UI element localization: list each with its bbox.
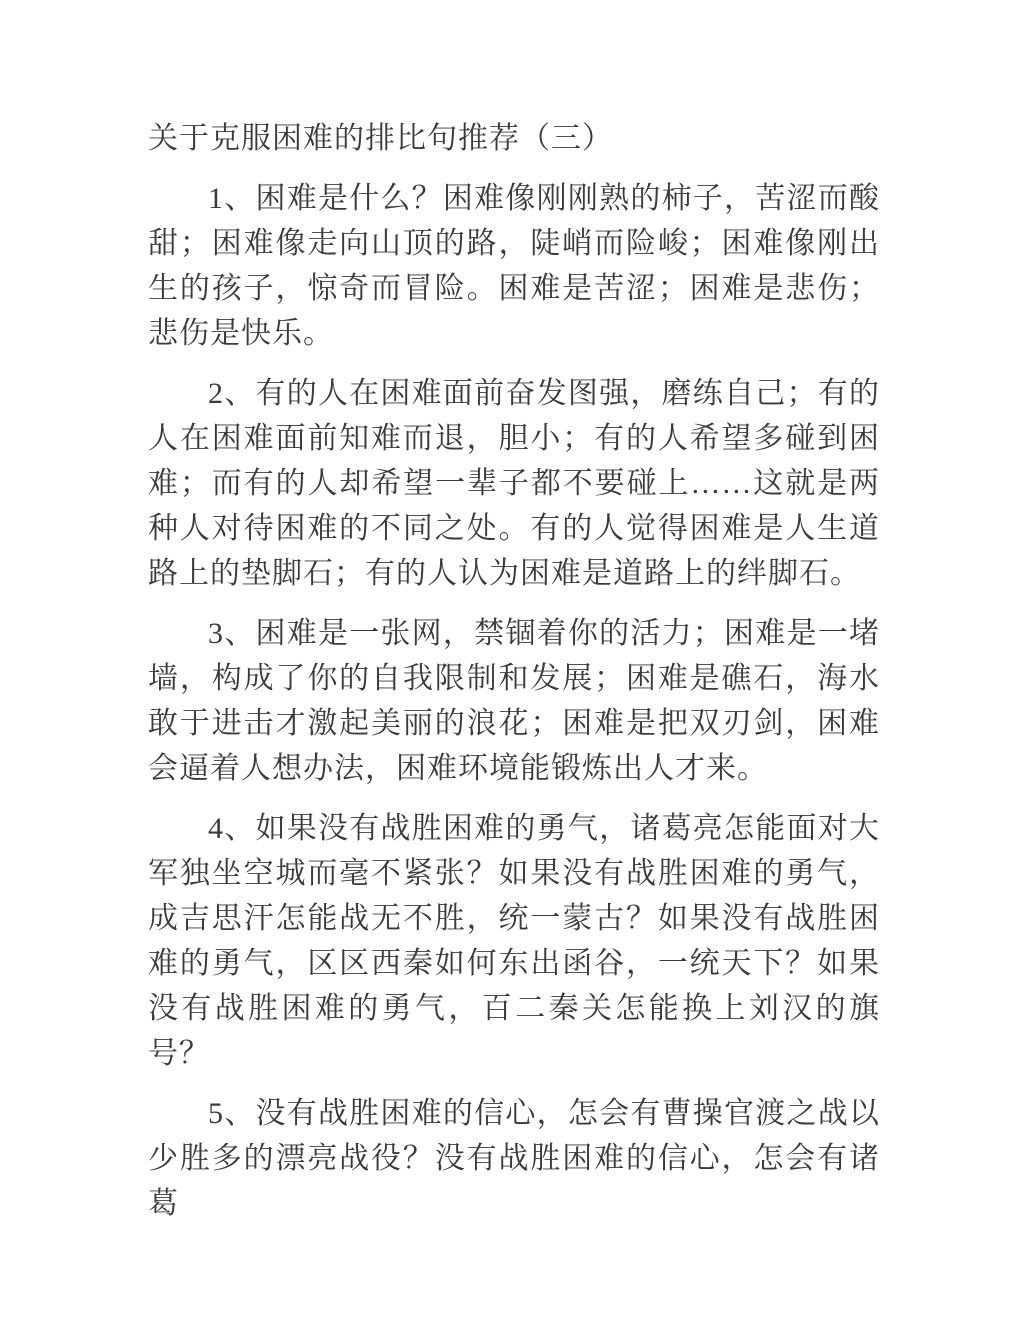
paragraph-3: 3、困难是一张网，禁锢着你的活力；困难是一堵墙，构成了你的自我限制和发展；困难是礁石，海水敢于进击才激起美丽的浪花；困难是把双刃剑，困难会逼着人想办法，困难环境能锻炼出人才来。 [148,617,880,785]
paragraph-5: 5、没有战胜困难的信心，怎会有曹操官渡之战以少胜多的漂亮战役？没有战胜困难的信心，怎会有诸葛 [148,1097,880,1220]
paragraph-1: 1、困难是什么？困难像刚刚熟的柿子，苦涩而酸甜；困难像走向山顶的路，陡峭而险峻；困难像刚出生的孩子，惊奇而冒险。困难是苦涩；困难是悲伤；悲伤是快乐。 [148,182,880,350]
paragraph-4: 4、如果没有战胜困难的勇气，诸葛亮怎能面对大军独坐空城而毫不紧张？如果没有战胜困难的勇气，成吉思汗怎能战无不胜，统一蒙古？如果没有战胜困难的勇气，区区西秦如何东出函谷，一统天下？如果没有战胜困难的勇气，百二秦关怎能换上刘汉的旗号？ [148,812,880,1070]
paragraph-2: 2、有的人在困难面前奋发图强，磨练自己；有的人在困难面前知难而退，胆小；有的人希望多碰到困难；而有的人却希望一辈子都不要碰上……这就是两种人对待困难的不同之处。有的人觉得困难是人生道路上的垫脚石；有的人认为困难是道路上的绊脚石。 [148,377,880,590]
document-title: 关于克服困难的排比句推荐（三） [148,122,613,155]
